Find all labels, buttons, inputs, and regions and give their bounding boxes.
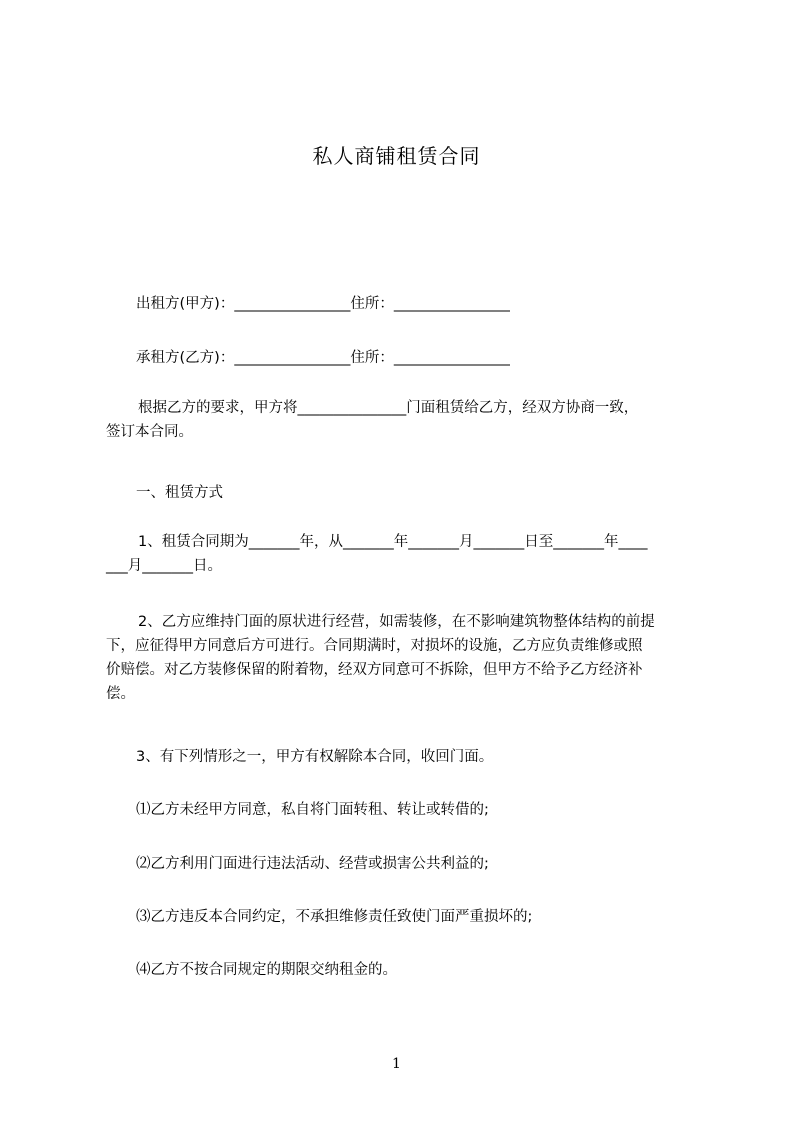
clause-2-line-1: 2、乙方应维持门面的原状进行经营，如需装修，在不影响建筑物整体结构的前提 [138,614,655,630]
clause-2-line-2: 下，应征得甲方同意后方可进行。合同期满时，对损坏的设施，乙方应负责维修或照 [106,638,643,654]
intro-line-2: 签订本合同。 [106,424,193,440]
document-title: 私人商铺租赁合同 [312,144,481,168]
lessor-line: 出租方(甲方)：________________住所：________________ [136,296,510,312]
page-number: 1 [392,1056,401,1072]
clause-2 [106,610,706,706]
clause-1 [106,530,706,578]
clause-2-line-3: 价赔偿。对乙方装修保留的附着物，经双方同意可不拆除，但甲方不给予乙方经济补 [106,662,643,678]
list-item: ⑷乙方不按合同规定的期限交纳租金的。 [136,962,397,978]
clause-3: 3、有下列情形之一，甲方有权解除本合同，收回门面。 [136,749,494,765]
list-item: ⑴乙方未经甲方同意，私自将门面转租、转让或转借的; [136,802,489,818]
list-item: ⑵乙方利用门面进行违法活动、经营或损害公共利益的; [136,856,489,872]
intro-paragraph [106,396,706,444]
list-item: ⑶乙方违反本合同约定，不承担维修责任致使门面严重损坏的; [136,909,533,925]
clause-2-line-4: 偿。 [106,686,135,702]
clause-1-line-1: 1、租赁合同期为_______年，从_______年_______月_______日至_______年____ [138,534,648,550]
lessee-line: 承租方(乙方)：________________住所：________________ [136,350,510,366]
section-1-heading: 一、租赁方式 [136,485,223,501]
intro-line-1: 根据乙方的要求，甲方将_______________门面租赁给乙方，经双方协商一致， [138,400,639,416]
clause-1-line-2: ___月_______日。 [106,558,222,574]
